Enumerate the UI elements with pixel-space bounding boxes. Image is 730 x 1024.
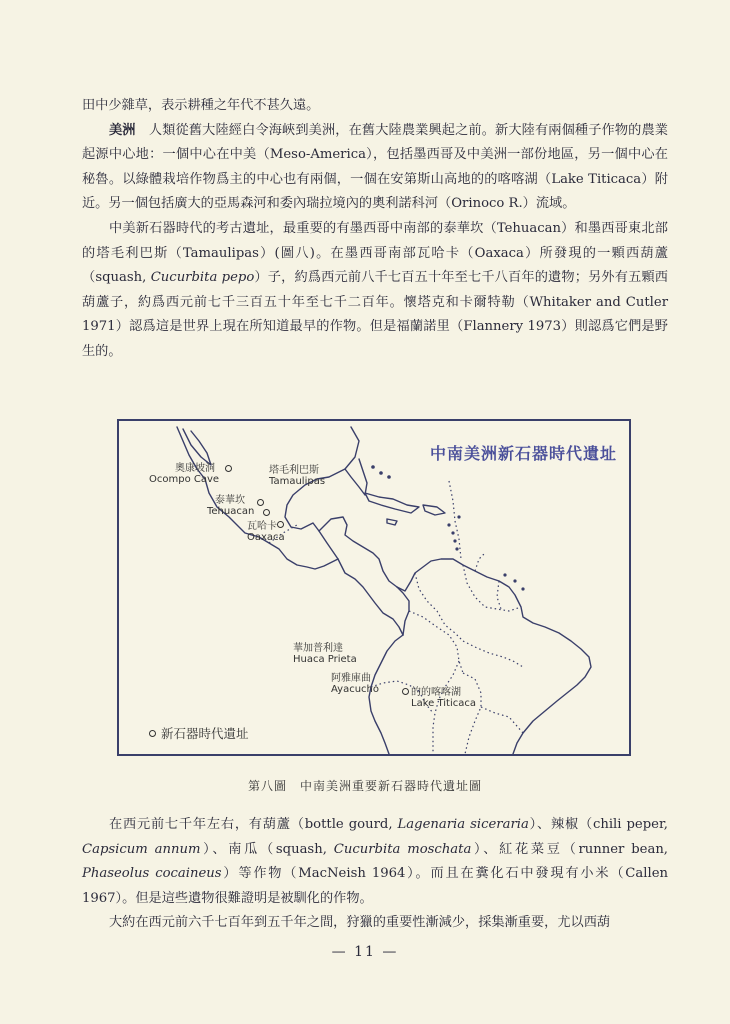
site-label-tehuacan: 泰華坎 Tehuacan: [207, 495, 255, 517]
text-run: 中美新石器時代的考古遺址，最重要的有墨西哥中南部的泰華坎（Tehuacan）和墨西哥東北部的塔毛利巴斯（Tamaulipas）(圖八)。在墨西哥南部瓦哈卡（Oaxaca）所發現的一顆西葫蘆（squash,: [82, 220, 668, 286]
map-title: 中南美洲新石器時代遺址: [429, 444, 617, 463]
paragraph: 田中少雜草，表示耕種之年代不甚久遠。: [82, 98, 320, 113]
text-run: ）子，約爲西元前八千七百五十年至七千八百年的遺物；另外有五顆西葫蘆子，約爲西元前七千三百五十年至七千二百年。懷塔克和卡爾特勒（Whitaker and Cutler 1971）認爲這是世界上現在所知道最早的作物。但是福蘭諾里（Flannery 1973）則認爲它們是野生的。: [82, 270, 668, 359]
species-name: Capsicum annum: [82, 841, 201, 857]
species-name: Lagenaria siceraria: [397, 817, 529, 832]
paragraph: [82, 217, 668, 365]
legend-label: 新石器時代遺址: [161, 726, 249, 741]
site-label-ayacucho: 阿雅庫曲 Ayacucho: [331, 673, 379, 695]
site-marker: [257, 499, 264, 506]
site-marker: [225, 465, 232, 472]
page-number: — 11 —: [331, 944, 399, 960]
site-label-ocompo: 奧康坡洞 Ocompo Cave: [149, 463, 220, 485]
site-label-oaxaca: 瓦哈卡 Oaxaca: [247, 521, 285, 543]
site-marker: [263, 509, 270, 516]
figure-caption: 第八圖 中南美洲重要新石器時代遺址圖: [247, 779, 482, 793]
paragraph: [82, 813, 668, 911]
text-run: ）、南瓜（squash,: [200, 841, 334, 857]
text-run: 在西元前七千年左右，有葫蘆（bottle gourd,: [109, 817, 398, 832]
body-text-bottom: [82, 813, 668, 936]
site-label-huaca-prieta: 華加普利達 Huaca Prieta: [293, 643, 357, 665]
paragraph-text: 人類從舊大陸經白令海峽到美洲，在舊大陸農業興起之前。新大陸有兩個種子作物的農業起源中心地：一個中心在中美（Meso-America），包括墨西哥及中美洲一部份地區，另一個中心在秘魯。以綠體栽培作物爲主的中心也有兩個，一個在安第斯山高地的的喀喀湖（Lake Titicaca）附近。另一個包括廣大的亞馬森河和委內瑞拉境內的奧利諾科河（Orinoco R.）流域。: [82, 122, 668, 212]
text-run: ）等作物（MacNeish 1964）。而且在糞化石中發現有小米（Callen 1967）。但是這些遺物很難證明是被馴化的作物。: [82, 866, 668, 906]
site-label-tamaulipas: 塔毛利巴斯 Tamaulipas: [269, 465, 326, 487]
species-name: Cucurbita pepo: [150, 270, 255, 286]
site-marker: [277, 521, 284, 528]
body-text-top: [82, 94, 668, 365]
text-run: ）、紅花菜豆（runner bean,: [471, 841, 669, 857]
species-name: Cucurbita moschata: [333, 841, 472, 857]
site-label-titicaca: 的的喀喀湖 Lake Titicaca: [411, 687, 476, 709]
figure-map: [117, 419, 631, 756]
paragraph-americas: [82, 119, 668, 217]
paragraph: 大約在西元前六千七百年到五千年之間，狩獵的重要性漸減少，採集漸重要，尤以西葫: [109, 915, 611, 931]
section-heading: 美洲: [109, 122, 136, 138]
legend-marker: [149, 730, 156, 737]
species-name: Phaseolus cocaineus: [82, 866, 222, 882]
map-legend: [149, 724, 249, 742]
text-run: ）、辣椒（chili peper,: [528, 817, 668, 832]
site-marker: [402, 688, 409, 695]
